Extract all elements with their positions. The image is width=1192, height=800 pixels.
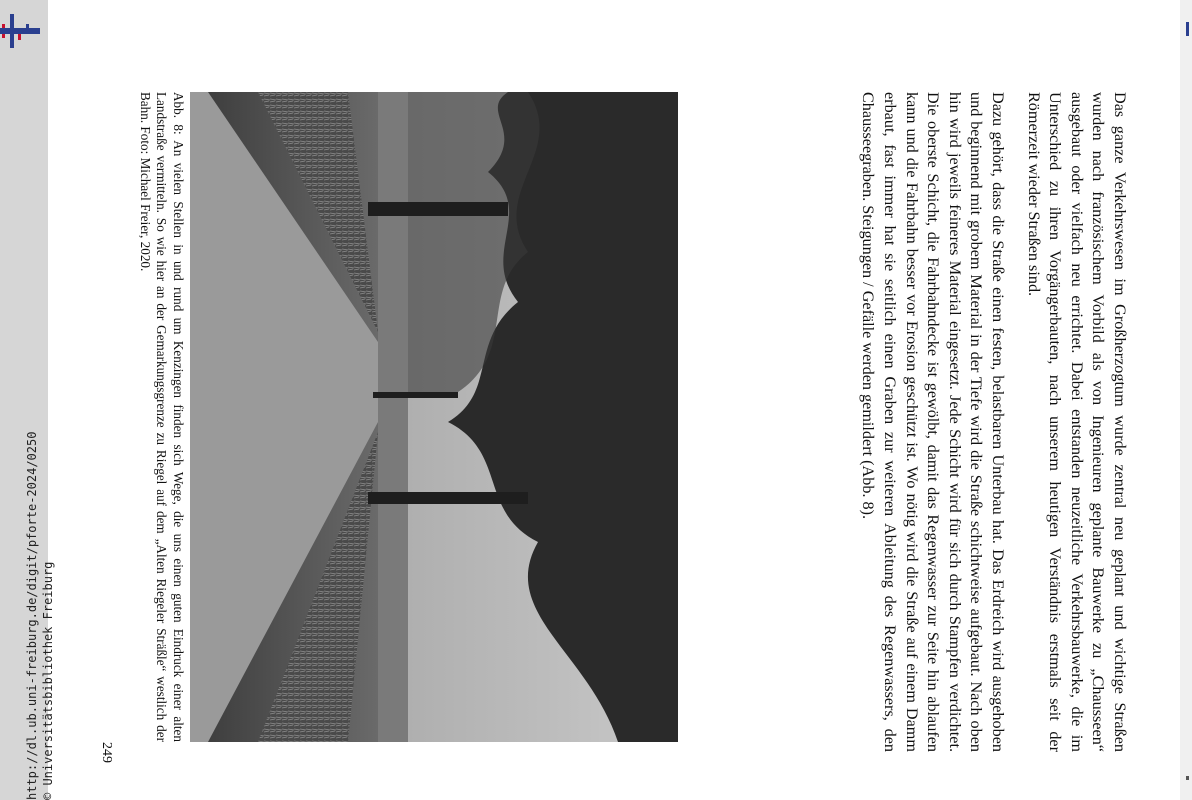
paragraph-1: Das ganze Verkehrswesen im Großherzogtum wurde zentral neu geplant und wichtige Straßen wurden nach französischem Vorbild als von Ingenieuren geplante Bauwerke zu „Chausseen“ ausgebaut oder vielfach neu errichtet. Dabei entstanden neuzeitliche Verkehrsbauwerke, die im Unterschied zu ihren Vorgängerbauten, nach unserem heutigen Verständnis erstmals seit der Römerzeit wieder Straßen sind. [1024, 92, 1129, 752]
scroll-end-marker [1186, 776, 1189, 780]
sidebar-source-text [0, 0, 55, 800]
source-url-link[interactable]: http://dl.ub.uni-freiburg.de/digit/pforte-2024/0250 [25, 431, 39, 800]
page-number: 249 [99, 742, 114, 763]
photo-caption: Abb. 8: An vielen Stellen in und rund um Kenzingen finden sich Wege, die uns einen guten Eindruck einer alten Landstraße vermitteln. So wie hier an der Gemarkungsgrenze zu Riegel auf dem „Alten Riegeler Sträßle“ westlich der Bahn. Foto: Michael Freier, 2020. [138, 92, 186, 742]
right-scrollbar-strip[interactable] [1180, 0, 1192, 800]
paragraph-2: Dazu gehört, dass die Straße einen festen, belastbaren Unterbau hat. Das Erdreich wird ausgehoben und beginnend mit grobem Material in der Tiefe wird die Straße schichtweise aufgebaut. Nach oben hin wird jeweils feineres Material eingesetzt. Jede Schicht wird für sich durch Stampfen verdichtet. Die oberste Schicht, die Fahrbahndecke ist gewölbt, damit das Regenwasser zur Seite hin ablaufen kann und die Fahrbahn besser vor Erosion geschützt ist. Wo nötig wird die Straße auf einem Damm erbaut, fast immer hat sie seitlich einen Graben zur weiteren Ableitung des Regenwassers, den Chausseegraben. Steigungen / Gefälle werden gemildert (Abb. 8). [859, 92, 1008, 752]
rotated-document-page [99, 92, 1130, 763]
body-text [843, 92, 1130, 752]
road-photo [190, 92, 678, 742]
copyright-notice: © Universitätsbibliothek Freiburg [41, 561, 55, 800]
scroll-position-marker [1186, 22, 1189, 36]
